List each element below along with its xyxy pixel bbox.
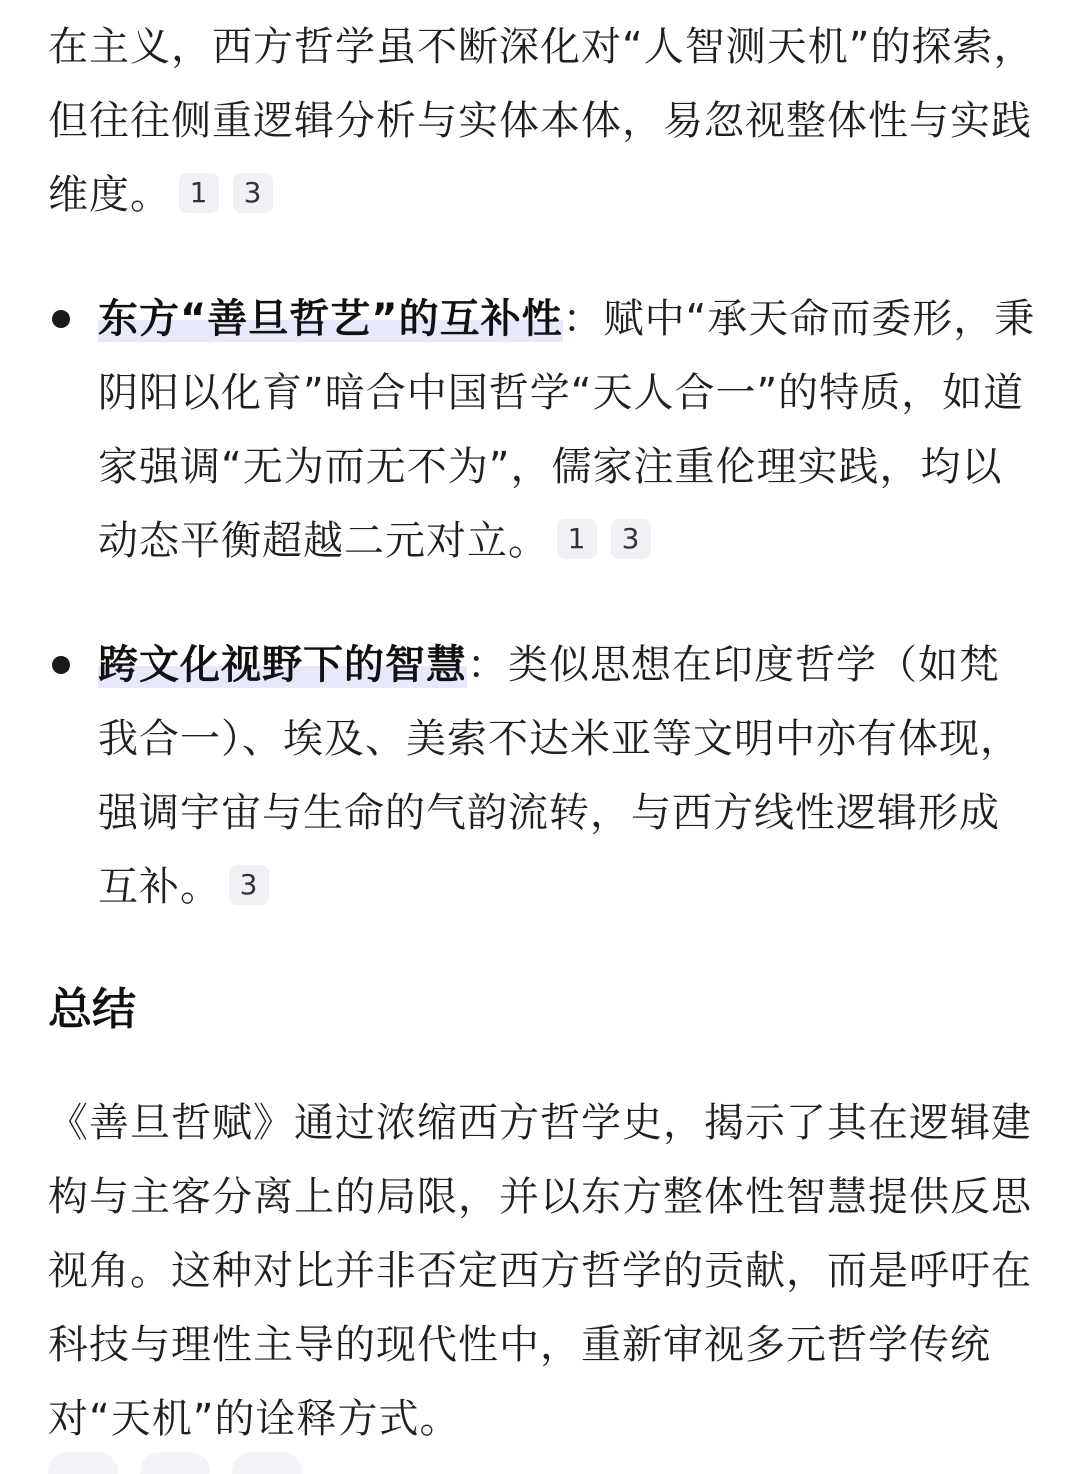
bullet-separator: ：: [562, 296, 604, 342]
action-chip[interactable]: [232, 1452, 302, 1474]
paragraph-intro: [48, 10, 1038, 232]
answer-content: [48, 10, 1038, 1456]
section-heading-summary: 总结: [48, 984, 136, 1035]
citation-badge[interactable]: 3: [233, 173, 273, 213]
citation-badge[interactable]: 3: [229, 865, 269, 905]
bullet-title: 东方“善旦哲艺”的互补性: [98, 296, 563, 342]
citation-badge[interactable]: 3: [611, 519, 651, 559]
paragraph-intro-text: 在主义，西方哲学虽不断深化对“人智测天机”的探索，但往往侧重逻辑分析与实体本体，易忽视整体性与实践维度。: [48, 24, 1035, 218]
bullet-text: 类似思想在印度哲学（如梵我合一）、埃及、美索不达米亚等文明中亦有体现，强调宇宙与生命的气韵流转，与西方线性逻辑形成互补。: [98, 642, 1021, 910]
bullet-item-eastern-complementarity: [48, 282, 1038, 578]
paragraph-summary: 《善旦哲赋》通过浓缩西方哲学史，揭示了其在逻辑建构与主客分离上的局限，并以东方整体性智慧提供反思视角。这种对比并非否定西方哲学的贡献，而是呼吁在科技与理性主导的现代性中，重新审视多元哲学传统对“天机”的诠释方式。: [48, 1100, 1032, 1442]
bullet-dot-icon: [52, 310, 70, 328]
citation-badge[interactable]: 1: [179, 173, 219, 213]
bullet-text: 赋中“承天命而委形，秉阴阳以化育”暗合中国哲学“天人合一”的特质，如道家强调“无为而无不为”，儒家注重伦理实践，均以动态平衡超越二元对立。: [98, 296, 1036, 564]
action-chip[interactable]: [48, 1452, 118, 1474]
bullet-separator: ：: [467, 642, 508, 688]
bottom-action-bar: [48, 1452, 302, 1474]
citation-badge[interactable]: 1: [557, 519, 597, 559]
bullet-title: 跨文化视野下的智慧: [98, 642, 467, 688]
bullet-dot-icon: [52, 656, 70, 674]
action-chip[interactable]: [140, 1452, 210, 1474]
bullet-item-cross-cultural-wisdom: [48, 628, 1038, 924]
